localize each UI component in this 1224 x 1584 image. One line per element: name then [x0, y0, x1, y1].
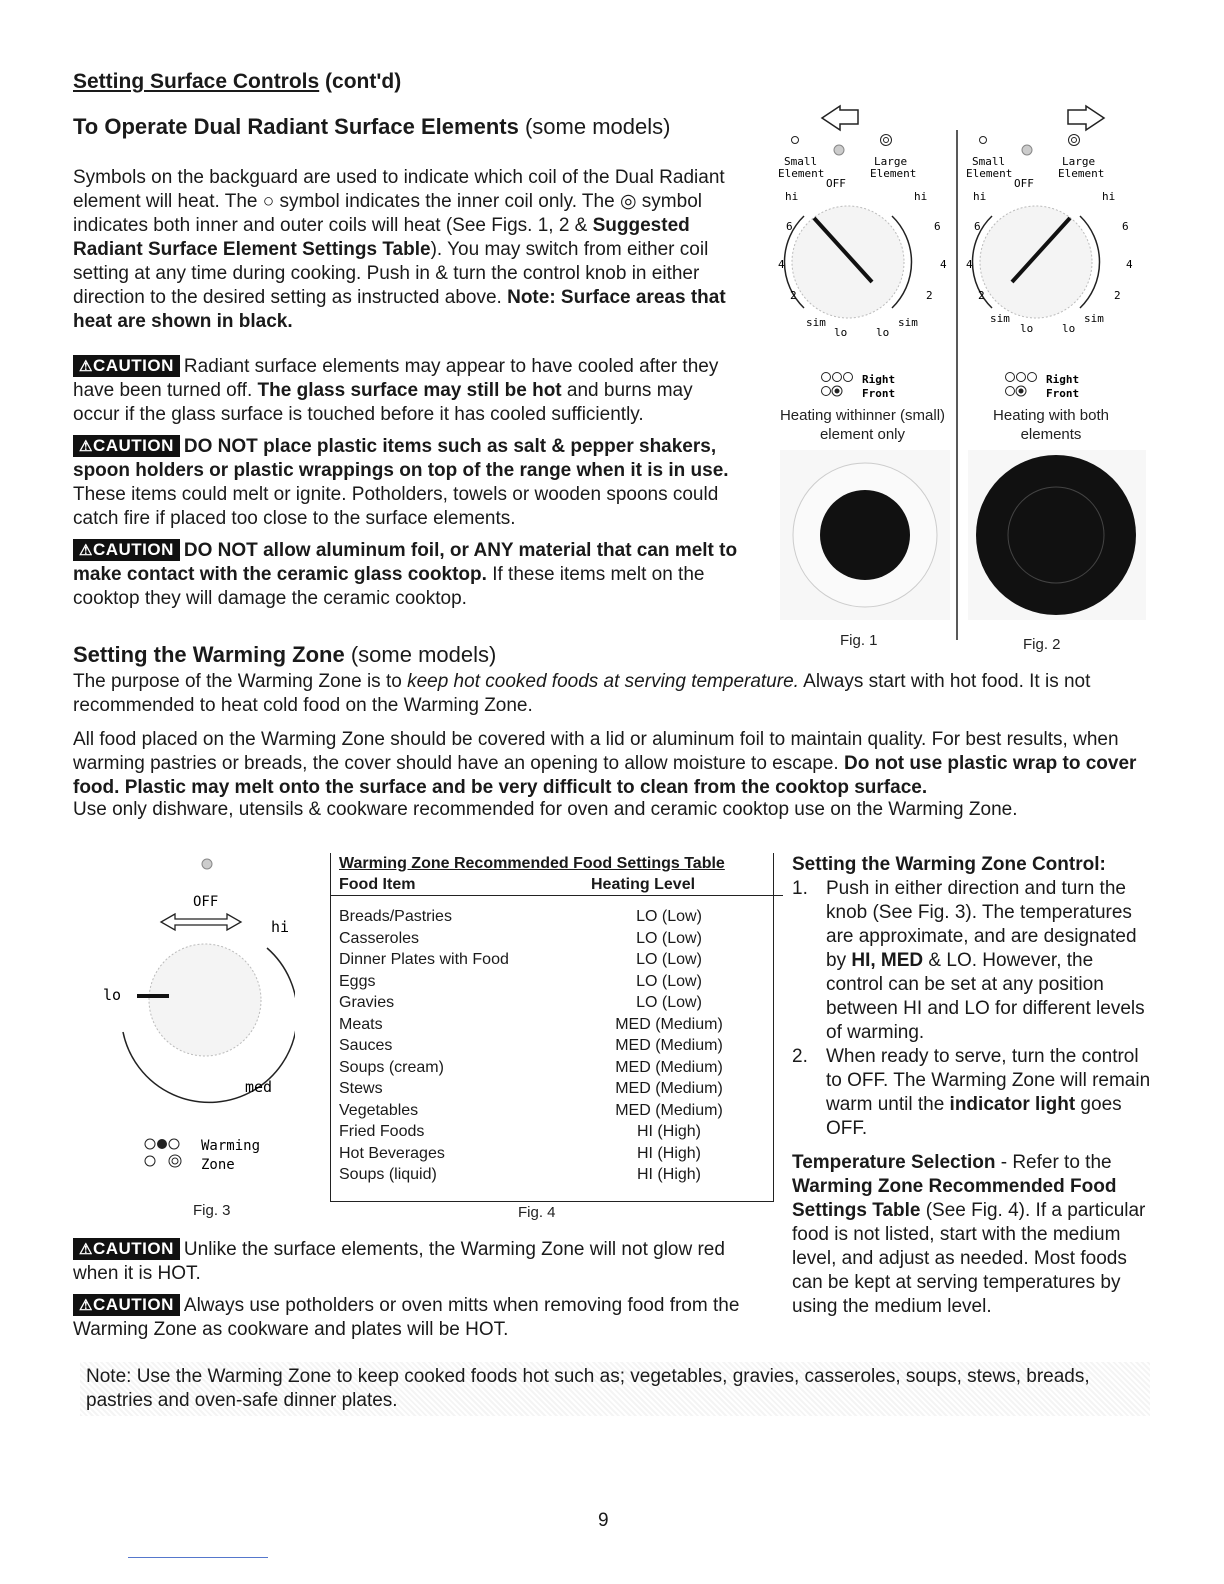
- heating-level-cell: LO (Low): [636, 951, 702, 968]
- heating-level-cell: MED (Medium): [615, 1101, 723, 1119]
- food-item-cell: Vegetables: [339, 1101, 419, 1119]
- position-symbol-icon: [1017, 373, 1026, 382]
- section-title: [73, 70, 401, 94]
- caution-2-bold: DO NOT place plastic items such as salt & pepper shakers, spoon holders or plastic wrappings on top of the range when it is in use.: [73, 436, 729, 481]
- table-row: [339, 906, 749, 928]
- dual-radiant-heading: [73, 114, 670, 140]
- control-step-1: [792, 877, 1152, 1045]
- table-header: [331, 874, 783, 896]
- fig3-label: Fig. 3: [193, 1202, 231, 1219]
- caution-5-text: Always use potholders or oven mitts when removing food from the Warming Zone as cookware and plates will be HOT.: [73, 1295, 740, 1340]
- position-symbol-icon: [145, 1139, 155, 1149]
- fig1-front-label: Front: [862, 387, 896, 400]
- food-item-cell: Dinner Plates with Food: [339, 951, 509, 968]
- position-symbol-icon: [822, 373, 831, 382]
- fig1-knob: [792, 206, 904, 318]
- fig2-label: Fig. 2: [1023, 636, 1061, 653]
- fig3-hi-label: hi: [271, 918, 290, 936]
- food-item-cell: Eggs: [339, 972, 376, 990]
- fig1-right-label: Right: [862, 373, 896, 386]
- warming-p2-text-a: All food placed on the Warming Zone should be covered with a lid or aluminum foil to maintain quality. For best results, when warming pastries or breads, the cover should have an opening to allow moisture to escape.: [73, 729, 1119, 774]
- food-item-cell: Meats: [339, 1015, 383, 1033]
- dual-element-diagrams: [770, 100, 1150, 660]
- heating-level-cell: LO (Low): [636, 994, 702, 1011]
- indicator-light-icon: [202, 859, 212, 869]
- caution-no-glow: [73, 1238, 773, 1286]
- both-coils-symbol-icon: ◎: [619, 191, 637, 212]
- warming-p2-bold: Do not use plastic wrap to cover food. Plastic may melt onto the surface and be very difficult to clean from the cooktop surface.: [73, 753, 1137, 798]
- fig1-hi-left: hi: [785, 190, 799, 203]
- fig2-element-label: Element: [966, 167, 1013, 180]
- fig2-small-label: Small: [972, 155, 1006, 168]
- heating-level-cell: LO (Low): [636, 908, 702, 925]
- food-item-cell: Fried Foods: [339, 1123, 425, 1140]
- position-symbol-icon: [1028, 373, 1037, 382]
- fig1-large-element-label: Element: [870, 167, 917, 180]
- step-1-text-a: Push in either direction and turn the knob (See Fig. 3). The temperatures are approximate, and are designated by: [826, 878, 1137, 971]
- food-item-cell: Casseroles: [339, 929, 420, 947]
- fig1-small-label: Small: [784, 155, 818, 168]
- warming-zone-heading: [73, 642, 496, 668]
- fig1-6-left: 6: [786, 220, 793, 233]
- step-1-text-b: & LO. However, the control can be set at any position between HI and LO for different levels of warming.: [826, 950, 1145, 1043]
- dual-radiant-paragraph: [73, 166, 743, 334]
- fig1-4-right: 4: [940, 258, 947, 271]
- caution-badge: [73, 1238, 180, 1260]
- fig3-lo-label: lo: [103, 986, 122, 1004]
- dual-text-b: symbol indicates the inner coil only. The: [274, 191, 620, 212]
- warning-triangle-icon: ⚠: [79, 1241, 93, 1258]
- fig1-lo-left: lo: [834, 326, 848, 339]
- indicator-light-icon: [1022, 145, 1032, 155]
- position-symbol-icon: [833, 373, 842, 382]
- indicator-light-icon: [834, 145, 844, 155]
- table-body: [339, 906, 749, 1186]
- heating-level-cell: LO (Low): [636, 972, 702, 990]
- table-row: [339, 1100, 749, 1122]
- caution-plastic-items: [73, 435, 743, 531]
- heating-level-cell: HI (High): [636, 1144, 701, 1162]
- heating-level-cell: MED (Medium): [615, 1080, 723, 1097]
- table-row: [339, 1078, 749, 1100]
- fig1-lo-right: lo: [876, 326, 890, 339]
- food-item-cell: Sauces: [339, 1037, 393, 1054]
- fig2-sim-left: sim: [990, 312, 1010, 325]
- table-row: [339, 1164, 749, 1186]
- warming-knob: [149, 944, 261, 1056]
- section-title-text: Setting Surface Controls: [73, 70, 320, 93]
- caution-3-bold: DO NOT allow aluminum foil, or ANY material that can melt to make contact with the ceramic glass cooktop.: [73, 540, 738, 585]
- caution-4-text: Unlike the surface elements, the Warming Zone will not glow red when it is HOT.: [73, 1239, 725, 1284]
- clockwise-arrow-icon: [1068, 106, 1104, 130]
- counterclockwise-arrow-icon: [822, 106, 858, 130]
- fig2-2-left: 2: [978, 289, 985, 302]
- page-number: 9: [598, 1510, 609, 1531]
- warming-zone-heading-text: Setting the Warming Zone: [73, 642, 345, 667]
- heating-level-cell: MED (Medium): [615, 1015, 723, 1033]
- caution-potholders: [73, 1294, 773, 1342]
- inner-coil-symbol-icon: [980, 137, 987, 144]
- step-1-number: 1.: [792, 878, 808, 899]
- caution-1-text-b: and burns may occur if the glass surface is touched before it has cooled sufficiently.: [73, 380, 693, 425]
- fig3-off-label: OFF: [193, 894, 219, 910]
- fig1-2-right: 2: [926, 289, 933, 302]
- temperature-selection: [792, 1151, 1152, 1319]
- fig2-6-left: 6: [974, 220, 981, 233]
- fig2-large-element-label: Element: [1058, 167, 1105, 180]
- food-item-cell: Hot Beverages: [339, 1144, 445, 1162]
- heating-level-cell: LO (Low): [636, 929, 702, 947]
- fig2-hi-right: hi: [1102, 190, 1116, 203]
- fig2-4-left: 4: [966, 258, 973, 271]
- fig2-large-label: Large: [1062, 155, 1096, 168]
- warming-p1-text-b: Always start with hot food. It is not recommended to heat cold food on the Warming Zone.: [73, 671, 1091, 716]
- warming-dishware-paragraph: Use only dishware, utensils & cookware recommended for oven and ceramic cooktop use on the Warming Zone.: [73, 799, 1018, 820]
- footer-rule: [128, 1557, 268, 1558]
- caution-badge: [73, 435, 180, 457]
- position-symbol-icon: [1006, 373, 1015, 382]
- caution-label: CAUTION: [92, 1239, 174, 1258]
- dual-text-c: symbol indicates both inner and outer coils will heat (See Figs. 1, 2 &: [73, 191, 702, 236]
- step-1-text: [826, 877, 1152, 1045]
- warming-control-instructions: [792, 853, 1152, 1319]
- fig3-warming-knob: [95, 852, 295, 1222]
- control-heading: Setting the Warming Zone Control:: [792, 854, 1106, 875]
- warming-purpose-paragraph: [73, 670, 1153, 718]
- position-symbol-icon: [169, 1139, 179, 1149]
- fig2-4-right: 4: [1126, 258, 1133, 271]
- table-row: [339, 1014, 749, 1036]
- warning-triangle-icon: ⚠: [79, 358, 93, 375]
- caution-2-text-b: These items could melt or ignite. Potholders, towels or wooden spoons could catch fire if placed too close to the surface elements.: [73, 484, 719, 529]
- bidirectional-arrow-icon: [161, 914, 241, 930]
- fig1-6-right: 6: [934, 220, 941, 233]
- food-item-cell: Soups (liquid): [339, 1166, 437, 1183]
- dual-text-note: Note: Surface areas that heat are shown in black.: [73, 287, 726, 332]
- figures-1-2: [770, 100, 1150, 660]
- fig2-lo-left: lo: [1020, 322, 1034, 335]
- both-coils-symbol-icon: [169, 1155, 181, 1167]
- table-row: [339, 1057, 749, 1079]
- step-2-number: 2.: [792, 1046, 808, 1067]
- position-symbol-active-icon: [157, 1139, 167, 1149]
- warming-knob-diagram: [95, 852, 295, 1192]
- table-row: [339, 949, 749, 971]
- dual-radiant-heading-text: To Operate Dual Radiant Surface Elements: [73, 114, 519, 139]
- table-col-heating-level: Heating Level: [591, 876, 696, 893]
- caution-label: CAUTION: [92, 1295, 174, 1314]
- section-title-suffix: (cont'd): [325, 70, 402, 93]
- table-row: [339, 992, 749, 1014]
- table-row: [339, 1143, 749, 1165]
- warming-note-text: Note: Use the Warming Zone to keep cooked foods hot such as; vegetables, gravies, casseroles, soups, stews, breads, pastries and oven-safe dinner plates.: [86, 1366, 1090, 1411]
- food-item-cell: Soups (cream): [339, 1058, 444, 1076]
- position-symbol-icon: [145, 1156, 155, 1166]
- fig2-hi-left: hi: [973, 190, 987, 203]
- caution-label: CAUTION: [92, 356, 174, 375]
- fig1-hi-right: hi: [914, 190, 928, 203]
- inner-coil-symbol-icon: [792, 137, 799, 144]
- both-coils-symbol-inner: [1072, 138, 1077, 143]
- fig2-off-label: OFF: [1014, 177, 1034, 190]
- fig2-knob: [980, 206, 1092, 318]
- warming-zone-heading-suffix: (some models): [350, 642, 497, 667]
- food-item-cell: Breads/Pastries: [339, 908, 452, 925]
- fig2-6-right: 6: [1122, 220, 1129, 233]
- fig3-warming-label: Warming: [201, 1138, 261, 1154]
- dual-radiant-heading-suffix: (some models): [524, 114, 671, 139]
- step-2-text-b: goes OFF.: [826, 1094, 1122, 1139]
- fig2-front-label: Front: [1046, 387, 1080, 400]
- step-2-text-a: When ready to serve, turn the control to OFF. The Warming Zone will remain warm until the: [826, 1046, 1151, 1115]
- both-coils-symbol-inner: [172, 1158, 178, 1164]
- warning-triangle-icon: ⚠: [79, 542, 93, 559]
- temp-selection-text-b: (See Fig. 4). If a particular food is not listed, start with the medium level, and adjust as needed. Most foods can be kept at serving temperatures by using the medium level.: [792, 1200, 1146, 1317]
- dual-text-d: ). You may switch from either coil setting at any time during cooking. Push in & turn the control knob in either direction to the desired setting as instructed above.: [73, 239, 709, 308]
- fig1-large-label: Large: [874, 155, 908, 168]
- position-symbol-active-icon: [1019, 389, 1024, 394]
- caution-1-bold: The glass surface may still be hot: [257, 380, 562, 401]
- fig3-med-label: med: [245, 1078, 273, 1096]
- temp-selection-bold: Temperature Selection: [792, 1152, 996, 1173]
- fig2-right-label: Right: [1046, 373, 1080, 386]
- dual-text-table-ref: Suggested Radiant Surface Element Settings Table: [73, 215, 690, 260]
- both-coils-symbol-icon: [1069, 135, 1080, 146]
- both-coils-symbol-inner: [884, 138, 889, 143]
- warming-p1-text-a: The purpose of the Warming Zone is to: [73, 671, 408, 692]
- food-item-cell: Stews: [339, 1080, 383, 1097]
- inner-coil-symbol-icon: ○: [262, 191, 275, 212]
- caution-3-text-b: If these items melt on the cooktop they will damage the ceramic cooktop.: [73, 564, 705, 609]
- caution-badge: [73, 1294, 180, 1316]
- warming-cover-paragraph: [73, 728, 1153, 800]
- fig3-zone-label: Zone: [201, 1157, 235, 1173]
- step-1-bold: HI, MED: [851, 950, 924, 971]
- fig1-off-label: OFF: [826, 177, 846, 190]
- caution-badge: [73, 539, 180, 561]
- control-step-2: [792, 1045, 1152, 1141]
- temp-selection-text-a: - Refer to the: [995, 1152, 1112, 1173]
- caution-glass-hot: [73, 355, 743, 427]
- caution-1-text-a: Radiant surface elements may appear to have cooled after they have been turned off.: [73, 356, 719, 401]
- warming-food-table: [330, 853, 774, 1202]
- fig1-sim-right: sim: [898, 316, 918, 329]
- fig2-sim-right: sim: [1084, 312, 1104, 325]
- caution-label: CAUTION: [92, 540, 174, 559]
- fig1-4-left: 4: [778, 258, 785, 271]
- fig1-label: Fig. 1: [840, 632, 878, 649]
- position-symbol-icon: [822, 387, 831, 396]
- caution-label: CAUTION: [92, 436, 174, 455]
- heating-level-cell: HI (High): [636, 1166, 701, 1183]
- warning-triangle-icon: ⚠: [79, 438, 93, 455]
- table-row: [339, 1035, 749, 1057]
- fig4-label: Fig. 4: [518, 1204, 556, 1221]
- food-item-cell: Gravies: [339, 994, 395, 1011]
- table-row: [339, 928, 749, 950]
- caution-badge: [73, 355, 180, 377]
- position-symbol-active-icon: [835, 389, 840, 394]
- position-symbol-icon: [1006, 387, 1015, 396]
- fig1-inner-coil-heating: [820, 490, 910, 580]
- both-coils-symbol-icon: [881, 135, 892, 146]
- step-2-text: [826, 1045, 1152, 1141]
- temp-selection-table-ref: Warming Zone Recommended Food Settings Table: [792, 1176, 1117, 1221]
- table-title: Warming Zone Recommended Food Settings Table: [339, 855, 725, 872]
- table-row: [339, 1121, 749, 1143]
- fig2-lo-right: lo: [1062, 322, 1076, 335]
- caution-aluminum-foil: [73, 539, 743, 611]
- step-2-bold: indicator light: [949, 1094, 1076, 1115]
- position-symbol-icon: [844, 373, 853, 382]
- fig2-2-right: 2: [1114, 289, 1121, 302]
- table-row: [339, 971, 749, 993]
- fig1-sim-left: sim: [806, 316, 826, 329]
- heating-level-cell: HI (High): [636, 1123, 701, 1140]
- dual-text-a: Symbols on the backguard are used to indicate which coil of the Dual Radiant element will heat. The: [73, 167, 725, 212]
- fig1-element-label: Element: [778, 167, 825, 180]
- table-col-food-item: Food Item: [339, 876, 416, 893]
- warning-triangle-icon: ⚠: [79, 1297, 93, 1314]
- heating-level-cell: MED (Medium): [615, 1037, 723, 1054]
- fig1-caption: Heating withinner (small) element only: [779, 407, 946, 443]
- fig2-caption: Heating with both elements: [993, 407, 1109, 443]
- fig1-2-left: 2: [790, 289, 797, 302]
- heating-level-cell: MED (Medium): [615, 1058, 723, 1076]
- warming-note-box: [80, 1362, 1150, 1416]
- warming-p1-emphasis: keep hot cooked foods at serving temperature.: [407, 671, 799, 692]
- fig2-both-coils-heating: [976, 455, 1136, 615]
